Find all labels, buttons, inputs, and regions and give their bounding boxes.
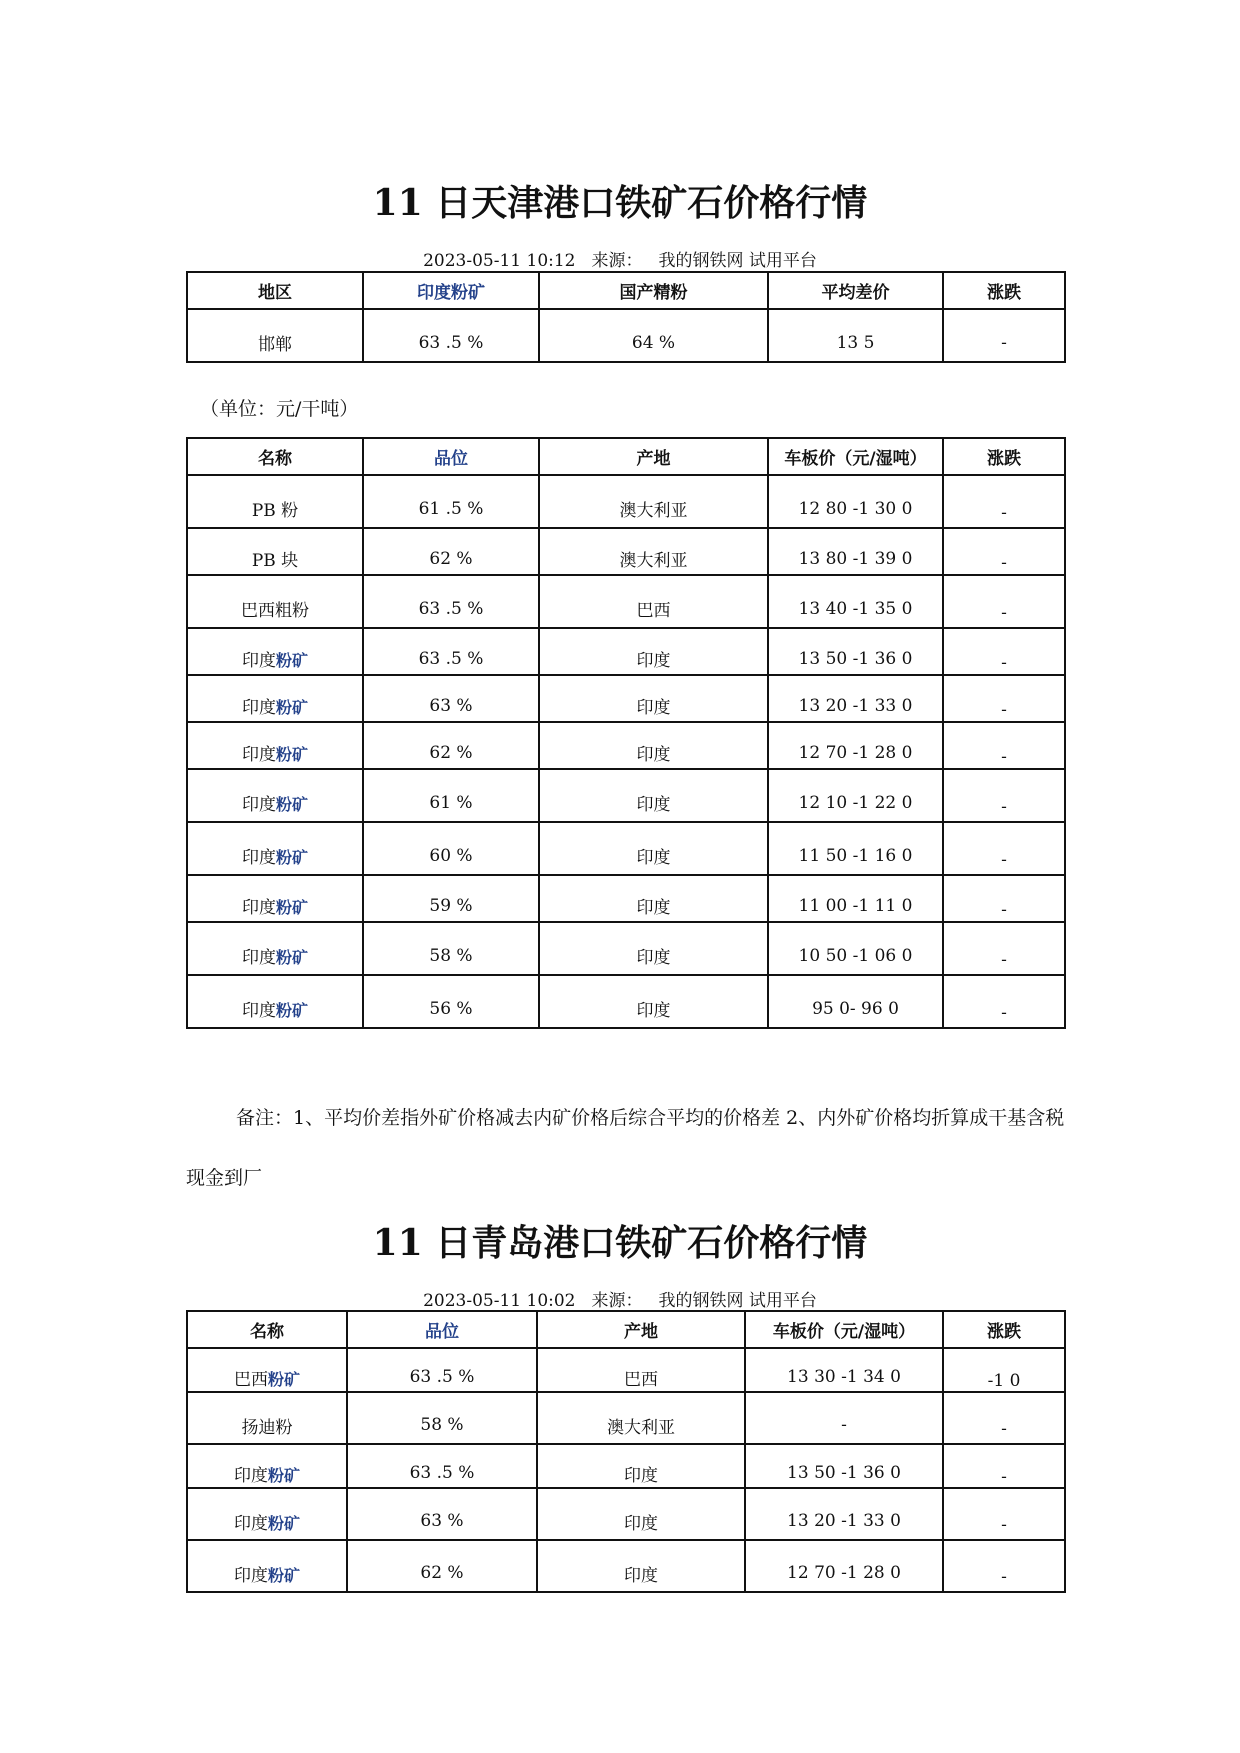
header-origin: 产地 bbox=[537, 1311, 745, 1348]
cell-origin: 印度 bbox=[537, 1540, 745, 1592]
cell-name bbox=[187, 975, 363, 1028]
table-row bbox=[187, 575, 1065, 628]
name-text: PB 粉 bbox=[251, 501, 299, 521]
cell-price: 13 20 -1 33 0 bbox=[745, 1488, 943, 1540]
cell-name bbox=[187, 1488, 347, 1540]
name-highlight: 粉矿 bbox=[275, 698, 308, 717]
name-highlight: 粉矿 bbox=[275, 795, 308, 814]
cell-change: - bbox=[943, 975, 1065, 1028]
cell-change: - bbox=[943, 1392, 1065, 1444]
tianjin-price-table bbox=[186, 437, 1066, 1029]
header-name: 名称 bbox=[187, 1311, 347, 1348]
table-row bbox=[187, 1348, 1065, 1392]
cell-change: - bbox=[943, 1540, 1065, 1592]
table-row bbox=[187, 975, 1065, 1028]
header-price: 车板价（元/湿吨） bbox=[768, 438, 943, 475]
cell-origin: 印度 bbox=[539, 975, 768, 1028]
name-text: 扬迪粉 bbox=[241, 1417, 293, 1438]
summary-header-diff: 平均差价 bbox=[768, 272, 943, 309]
cell-grade: 59 % bbox=[363, 875, 539, 922]
cell-change: - bbox=[943, 722, 1065, 769]
name-highlight: 粉矿 bbox=[275, 898, 308, 917]
cell-grade: 60 % bbox=[363, 822, 539, 875]
tianjin-summary-table bbox=[186, 271, 1066, 363]
cell-origin: 印度 bbox=[537, 1488, 745, 1540]
name-text: 印度 bbox=[241, 698, 276, 718]
cell-grade: 62 % bbox=[347, 1540, 537, 1592]
header-grade: 品位 bbox=[363, 438, 539, 475]
cell-price: 13 30 -1 34 0 bbox=[745, 1348, 943, 1392]
summary-diff: 13 5 bbox=[768, 309, 943, 362]
summary-header-region: 地区 bbox=[187, 272, 363, 309]
cell-origin: 巴西 bbox=[537, 1348, 745, 1392]
table-row bbox=[187, 1392, 1065, 1444]
name-text: 印度 bbox=[241, 1001, 276, 1021]
summary-header-india: 印度粉矿 bbox=[363, 272, 539, 309]
table-row bbox=[187, 675, 1065, 722]
cell-price: 12 70 -1 28 0 bbox=[768, 722, 943, 769]
name-highlight: 粉矿 bbox=[275, 1001, 308, 1020]
tianjin-meta bbox=[0, 246, 1240, 271]
table-row bbox=[187, 769, 1065, 822]
table-row bbox=[187, 475, 1065, 528]
summary-region: 邯郸 bbox=[187, 309, 363, 362]
name-text: 印度 bbox=[241, 898, 276, 918]
header-origin: 产地 bbox=[539, 438, 768, 475]
cell-change: - bbox=[943, 822, 1065, 875]
cell-change: - bbox=[943, 922, 1065, 975]
cell-price: 13 20 -1 33 0 bbox=[768, 675, 943, 722]
name-text: 巴西粗粉 bbox=[241, 601, 309, 621]
summary-change: - bbox=[943, 309, 1065, 362]
cell-origin: 印度 bbox=[539, 822, 768, 875]
cell-price: 10 50 -1 06 0 bbox=[768, 922, 943, 975]
cell-grade: 63 % bbox=[363, 675, 539, 722]
name-highlight: 粉矿 bbox=[267, 1565, 300, 1585]
table-row bbox=[187, 822, 1065, 875]
cell-name bbox=[187, 575, 363, 628]
cell-grade: 63 .5 % bbox=[347, 1444, 537, 1488]
name-highlight: 粉矿 bbox=[275, 848, 308, 867]
name-text: 印度 bbox=[241, 745, 276, 765]
table-row bbox=[187, 528, 1065, 575]
cell-change: - bbox=[943, 1444, 1065, 1488]
cell-price: 13 50 -1 36 0 bbox=[768, 628, 943, 675]
header-change: 涨跌 bbox=[943, 438, 1065, 475]
table-row bbox=[187, 922, 1065, 975]
name-text: 印度 bbox=[241, 848, 276, 868]
qingdao-source-label: 来源： bbox=[591, 1291, 643, 1311]
name-highlight: 粉矿 bbox=[267, 1465, 300, 1485]
tianjin-source-label: 来源： bbox=[591, 251, 643, 271]
cell-price: 11 50 -1 16 0 bbox=[768, 822, 943, 875]
qingdao-price-table bbox=[186, 1310, 1066, 1593]
name-text: 印度 bbox=[241, 795, 276, 815]
cell-origin: 印度 bbox=[539, 769, 768, 822]
cell-change: - bbox=[943, 475, 1065, 528]
cell-price: 12 70 -1 28 0 bbox=[745, 1540, 943, 1592]
table-row bbox=[187, 1540, 1065, 1592]
cell-price: 13 40 -1 35 0 bbox=[768, 575, 943, 628]
header-name: 名称 bbox=[187, 438, 363, 475]
cell-grade: 63 .5 % bbox=[347, 1348, 537, 1392]
name-text: 印度 bbox=[233, 1565, 268, 1586]
cell-origin: 印度 bbox=[539, 922, 768, 975]
cell-origin: 澳大利亚 bbox=[539, 528, 768, 575]
cell-name bbox=[187, 528, 363, 575]
name-text: 印度 bbox=[241, 651, 276, 671]
tianjin-title: 11 日天津港口铁矿石价格行情 bbox=[372, 182, 868, 224]
summary-india: 63 .5 % bbox=[363, 309, 539, 362]
qingdao-source: 我的钢铁网 试用平台 bbox=[658, 1291, 817, 1311]
name-highlight: 粉矿 bbox=[275, 948, 308, 967]
cell-change: - bbox=[943, 769, 1065, 822]
cell-origin: 澳大利亚 bbox=[539, 475, 768, 528]
name-highlight: 粉矿 bbox=[267, 1513, 300, 1533]
cell-name bbox=[187, 875, 363, 922]
cell-grade: 61 .5 % bbox=[363, 475, 539, 528]
cell-price: 11 00 -1 11 0 bbox=[768, 875, 943, 922]
header-price: 车板价（元/湿吨） bbox=[745, 1311, 943, 1348]
cell-origin: 澳大利亚 bbox=[537, 1392, 745, 1444]
cell-grade: 58 % bbox=[347, 1392, 537, 1444]
cell-origin: 印度 bbox=[539, 722, 768, 769]
summary-domestic: 64 % bbox=[539, 309, 768, 362]
name-text: 印度 bbox=[241, 948, 276, 968]
cell-change: -1 0 bbox=[943, 1348, 1065, 1392]
cell-name bbox=[187, 822, 363, 875]
cell-price: 95 0- 96 0 bbox=[768, 975, 943, 1028]
cell-grade: 63 % bbox=[347, 1488, 537, 1540]
cell-change: - bbox=[943, 1488, 1065, 1540]
cell-price: 12 10 -1 22 0 bbox=[768, 769, 943, 822]
cell-origin: 印度 bbox=[539, 628, 768, 675]
cell-grade: 63 .5 % bbox=[363, 575, 539, 628]
table-row bbox=[187, 628, 1065, 675]
cell-name bbox=[187, 722, 363, 769]
cell-name bbox=[187, 769, 363, 822]
cell-change: - bbox=[943, 675, 1065, 722]
cell-change: - bbox=[943, 875, 1065, 922]
header-grade: 品位 bbox=[347, 1311, 537, 1348]
table-row bbox=[187, 1488, 1065, 1540]
summary-header-change: 涨跌 bbox=[943, 272, 1065, 309]
name-text: PB 块 bbox=[251, 551, 299, 571]
cell-grade: 63 .5 % bbox=[363, 628, 539, 675]
tianjin-source: 我的钢铁网 试用平台 bbox=[658, 251, 817, 271]
qingdao-meta bbox=[0, 1286, 1240, 1311]
qingdao-title: 11 日青岛港口铁矿石价格行情 bbox=[372, 1222, 868, 1264]
table-row bbox=[187, 722, 1065, 769]
cell-name bbox=[187, 628, 363, 675]
tianjin-time: 2023-05-11 10:12 bbox=[423, 251, 576, 271]
cell-grade: 56 % bbox=[363, 975, 539, 1028]
name-highlight: 粉矿 bbox=[275, 745, 308, 764]
note: 备注：1、平均价差指外矿价格减去内矿价格后综合平均的价格差 2、内外矿价格均折算成干基含税现金到厂 bbox=[186, 1107, 1065, 1189]
cell-price: 13 80 -1 39 0 bbox=[768, 528, 943, 575]
name-text: 巴西 bbox=[233, 1369, 268, 1390]
name-text: 印度 bbox=[233, 1465, 268, 1486]
header-change: 涨跌 bbox=[943, 1311, 1065, 1348]
cell-name bbox=[187, 1392, 347, 1444]
cell-name bbox=[187, 1444, 347, 1488]
qingdao-time: 2023-05-11 10:02 bbox=[423, 1291, 576, 1311]
cell-change: - bbox=[943, 575, 1065, 628]
cell-origin: 巴西 bbox=[539, 575, 768, 628]
table-row bbox=[187, 309, 1065, 362]
summary-header-domestic: 国产精粉 bbox=[539, 272, 768, 309]
cell-name bbox=[187, 1348, 347, 1392]
cell-name bbox=[187, 1540, 347, 1592]
cell-price: 13 50 -1 36 0 bbox=[745, 1444, 943, 1488]
name-highlight: 粉矿 bbox=[267, 1369, 300, 1389]
table-row bbox=[187, 875, 1065, 922]
cell-grade: 58 % bbox=[363, 922, 539, 975]
cell-change: - bbox=[943, 528, 1065, 575]
unit-label: （单位：元/干吨） bbox=[200, 398, 359, 420]
name-text: 印度 bbox=[233, 1513, 268, 1534]
table-row bbox=[187, 1444, 1065, 1488]
name-highlight: 粉矿 bbox=[275, 651, 308, 670]
cell-price: 12 80 -1 30 0 bbox=[768, 475, 943, 528]
cell-name bbox=[187, 922, 363, 975]
cell-grade: 61 % bbox=[363, 769, 539, 822]
cell-origin: 印度 bbox=[539, 675, 768, 722]
cell-change: - bbox=[943, 628, 1065, 675]
cell-name bbox=[187, 675, 363, 722]
cell-origin: 印度 bbox=[537, 1444, 745, 1488]
cell-name bbox=[187, 475, 363, 528]
cell-price: - bbox=[745, 1392, 943, 1444]
cell-grade: 62 % bbox=[363, 528, 539, 575]
cell-grade: 62 % bbox=[363, 722, 539, 769]
cell-origin: 印度 bbox=[539, 875, 768, 922]
